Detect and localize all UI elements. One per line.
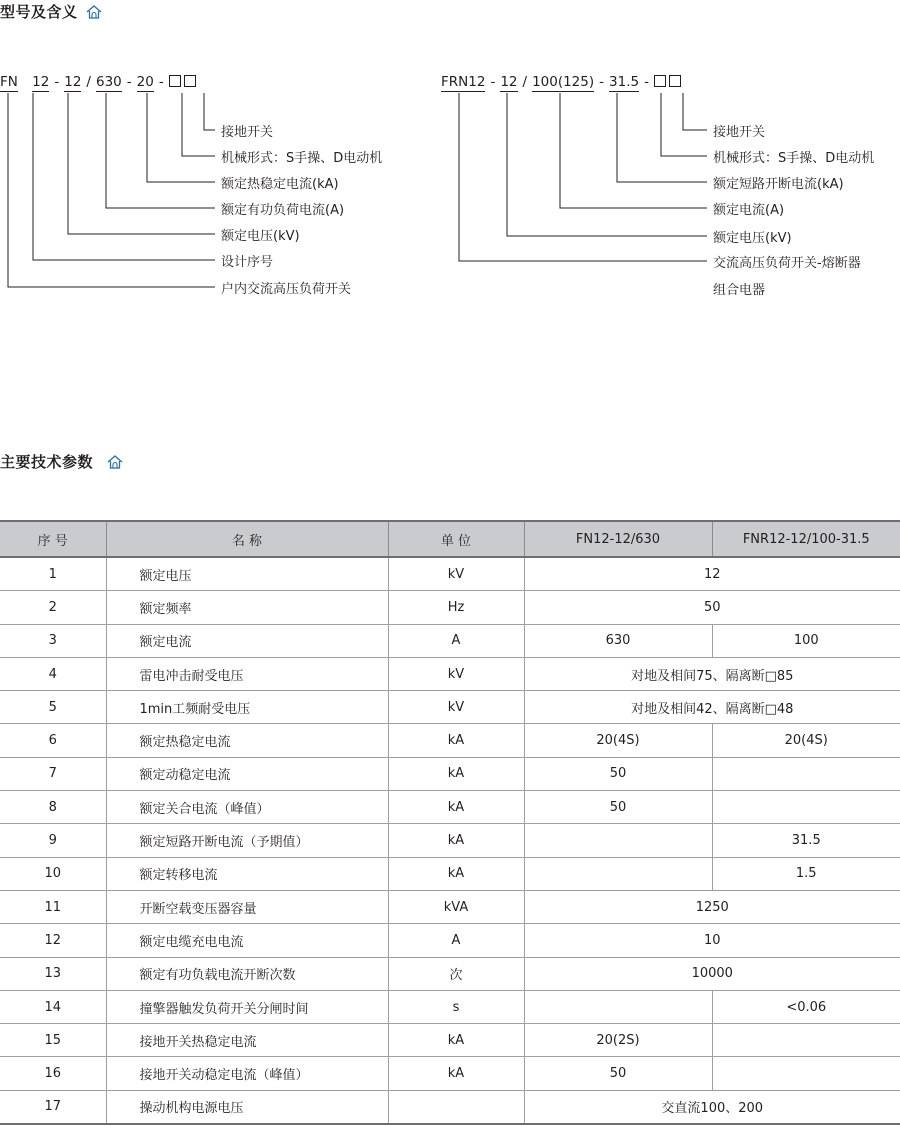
cell-no: 17 bbox=[0, 1090, 106, 1124]
header-name: 名 称 bbox=[106, 521, 388, 557]
cell-no: 13 bbox=[0, 957, 106, 990]
cell-value-fn: 20(2S) bbox=[524, 1024, 712, 1057]
fn-code-thermal: 20 bbox=[136, 74, 154, 90]
cell-value-fnr: 1.5 bbox=[712, 857, 900, 890]
cell-value-merged: 50 bbox=[524, 591, 900, 624]
cell-unit: kVA bbox=[388, 890, 524, 923]
fn-meaning-voltage: 额定电压(kV) bbox=[221, 229, 300, 244]
cell-name: 额定短路开断电流（予期值） bbox=[106, 824, 388, 857]
cell-unit: kV bbox=[388, 657, 524, 690]
cell-value-fnr: 100 bbox=[712, 624, 900, 657]
cell-value-merged: 交直流100、200 bbox=[524, 1090, 900, 1124]
cell-value-fn bbox=[524, 990, 712, 1023]
fn-code-current: 630 bbox=[95, 74, 122, 90]
cell-no: 11 bbox=[0, 890, 106, 923]
frn-leader-breaking bbox=[617, 93, 707, 182]
cell-unit: A bbox=[388, 624, 524, 657]
cell-name: 额定动稳定电流 bbox=[106, 757, 388, 790]
frn-meaning-current: 额定电流(A) bbox=[713, 203, 785, 218]
fn-leader-current bbox=[106, 93, 215, 208]
cell-no: 5 bbox=[0, 691, 106, 724]
frn-leader-voltage bbox=[507, 93, 707, 236]
fn-meaning-thermal: 额定热稳定电流(kA) bbox=[221, 177, 339, 192]
cell-name: 雷电冲击耐受电压 bbox=[106, 657, 388, 690]
cell-unit: kA bbox=[388, 824, 524, 857]
cell-name: 操动机构电源电压 bbox=[106, 1090, 388, 1124]
fn-meaning-earthing: 接地开关 bbox=[221, 125, 274, 140]
header-fnr: FNR12-12/100-31.5 bbox=[712, 521, 900, 557]
cell-no: 2 bbox=[0, 591, 106, 624]
fn-meaning-current: 额定有功负荷电流(A) bbox=[221, 203, 345, 218]
cell-unit: s bbox=[388, 990, 524, 1023]
cell-value-fnr bbox=[712, 757, 900, 790]
cell-value-fnr bbox=[712, 1024, 900, 1057]
cell-no: 15 bbox=[0, 1024, 106, 1057]
fn-meaning-mechanism: 机械形式：S手操、D电动机 bbox=[221, 151, 383, 166]
fn-meaning-design: 设计序号 bbox=[221, 255, 274, 270]
cell-unit: kA bbox=[388, 791, 524, 824]
fn-code-voltage: 12 bbox=[64, 74, 82, 90]
section-title-text: 型号及含义 bbox=[0, 3, 78, 21]
home-icon bbox=[107, 455, 123, 469]
cell-name: 额定关合电流（峰值） bbox=[106, 791, 388, 824]
fn-leader-voltage bbox=[68, 93, 215, 234]
cell-no: 8 bbox=[0, 791, 106, 824]
cell-name: 1min工频耐受电压 bbox=[106, 691, 388, 724]
table-row bbox=[0, 924, 900, 957]
table-row bbox=[0, 691, 900, 724]
cell-name: 接地开关热稳定电流 bbox=[106, 1024, 388, 1057]
frn-code-prefix: FRN12 bbox=[441, 74, 486, 90]
table-header-row bbox=[0, 521, 900, 557]
cell-value-merged: 对地及相间42、隔离断□48 bbox=[524, 691, 900, 724]
cell-value-fn: 50 bbox=[524, 791, 712, 824]
cell-value-fnr: <0.06 bbox=[712, 990, 900, 1023]
cell-unit: kA bbox=[388, 1057, 524, 1090]
table-row bbox=[0, 957, 900, 990]
table-row bbox=[0, 757, 900, 790]
frn-leader-mechanism bbox=[661, 93, 707, 156]
frn-code-voltage: 12 bbox=[500, 74, 518, 90]
frn-meaning-type: 交流高压负荷开关-熔断器 bbox=[713, 256, 861, 271]
fn-leader-mechanism bbox=[182, 93, 215, 156]
frn-meaning-breaking: 额定短路开断电流(kA) bbox=[713, 177, 844, 192]
fn-meaning-type: 户内交流高压负荷开关 bbox=[221, 282, 352, 297]
cell-no: 4 bbox=[0, 657, 106, 690]
cell-unit: A bbox=[388, 924, 524, 957]
table-row bbox=[0, 657, 900, 690]
cell-name: 额定有功负载电流开断次数 bbox=[106, 957, 388, 990]
cell-unit: kA bbox=[388, 1024, 524, 1057]
cell-value-fn: 50 bbox=[524, 1057, 712, 1090]
cell-unit: 次 bbox=[388, 957, 524, 990]
cell-value-merged: 10000 bbox=[524, 957, 900, 990]
cell-no: 1 bbox=[0, 557, 106, 591]
cell-value-merged: 对地及相间75、隔离断□85 bbox=[524, 657, 900, 690]
frn-meaning-voltage: 额定电压(kV) bbox=[713, 231, 792, 246]
frn-meaning-earthing: 接地开关 bbox=[713, 125, 766, 140]
header-no: 序 号 bbox=[0, 521, 106, 557]
header-unit: 单 位 bbox=[388, 521, 524, 557]
table-row bbox=[0, 890, 900, 923]
cell-name: 接地开关动稳定电流（峰值） bbox=[106, 1057, 388, 1090]
frn-leader-current bbox=[560, 93, 707, 208]
cell-value-fnr: 31.5 bbox=[712, 824, 900, 857]
frn-code-current: 100(125) bbox=[532, 74, 595, 90]
cell-unit: kA bbox=[388, 857, 524, 890]
cell-value-fn bbox=[524, 857, 712, 890]
table-row bbox=[0, 724, 900, 757]
fn-code-design: 12 bbox=[32, 74, 50, 90]
cell-value-fn: 630 bbox=[524, 624, 712, 657]
cell-no: 14 bbox=[0, 990, 106, 1023]
cell-value-merged: 1250 bbox=[524, 890, 900, 923]
cell-unit bbox=[388, 1090, 524, 1124]
cell-unit: kV bbox=[388, 557, 524, 591]
table-row bbox=[0, 824, 900, 857]
cell-unit: Hz bbox=[388, 591, 524, 624]
header-fn: FN12-12/630 bbox=[524, 521, 712, 557]
cell-no: 16 bbox=[0, 1057, 106, 1090]
fn-model-code: FN 12 - 12 / 630 - 20 - bbox=[0, 74, 199, 92]
cell-unit: kA bbox=[388, 757, 524, 790]
frn-meaning-type-cont: 组合电器 bbox=[713, 283, 766, 298]
frn-meaning-mechanism: 机械形式：S手操、D电动机 bbox=[713, 151, 875, 166]
technical-parameters-table bbox=[0, 520, 900, 1125]
table-row bbox=[0, 990, 900, 1023]
table-row bbox=[0, 624, 900, 657]
cell-name: 开断空载变压器容量 bbox=[106, 890, 388, 923]
cell-no: 6 bbox=[0, 724, 106, 757]
cell-value-fnr: 20(4S) bbox=[712, 724, 900, 757]
section-title-parameters bbox=[0, 451, 123, 472]
cell-no: 10 bbox=[0, 857, 106, 890]
cell-name: 额定电压 bbox=[106, 557, 388, 591]
cell-value-fn: 20(4S) bbox=[524, 724, 712, 757]
frn-leader-earthing bbox=[683, 93, 707, 130]
table-row bbox=[0, 1090, 900, 1124]
fn-leader-thermal bbox=[147, 93, 215, 182]
cell-no: 12 bbox=[0, 924, 106, 957]
cell-name: 额定电缆充电电流 bbox=[106, 924, 388, 957]
cell-no: 3 bbox=[0, 624, 106, 657]
cell-value-fnr bbox=[712, 1057, 900, 1090]
cell-value-fn: 50 bbox=[524, 757, 712, 790]
cell-name: 额定热稳定电流 bbox=[106, 724, 388, 757]
table-row bbox=[0, 791, 900, 824]
cell-unit: kA bbox=[388, 724, 524, 757]
table-row bbox=[0, 1024, 900, 1057]
cell-name: 额定电流 bbox=[106, 624, 388, 657]
table-row bbox=[0, 857, 900, 890]
cell-value-fn bbox=[524, 824, 712, 857]
frn-model-code: FRN12 - 12 / 100(125) - 31.5 - bbox=[441, 74, 684, 92]
fn-leader-earthing bbox=[204, 93, 215, 130]
fn-leader-type bbox=[8, 93, 215, 287]
fn-leader-design bbox=[33, 93, 215, 260]
cell-no: 7 bbox=[0, 757, 106, 790]
cell-value-fnr bbox=[712, 791, 900, 824]
cell-unit: kV bbox=[388, 691, 524, 724]
cell-no: 9 bbox=[0, 824, 106, 857]
table-row bbox=[0, 557, 900, 591]
cell-name: 额定频率 bbox=[106, 591, 388, 624]
frn-code-breaking: 31.5 bbox=[609, 74, 640, 90]
table-row bbox=[0, 1057, 900, 1090]
table-row bbox=[0, 591, 900, 624]
cell-name: 额定转移电流 bbox=[106, 857, 388, 890]
section-title-text: 主要技术参数 bbox=[0, 453, 94, 471]
fn-code-prefix: FN bbox=[0, 74, 18, 90]
cell-name: 撞擎器触发负荷开关分闸时间 bbox=[106, 990, 388, 1023]
cell-value-merged: 10 bbox=[524, 924, 900, 957]
cell-value-merged: 12 bbox=[524, 557, 900, 591]
